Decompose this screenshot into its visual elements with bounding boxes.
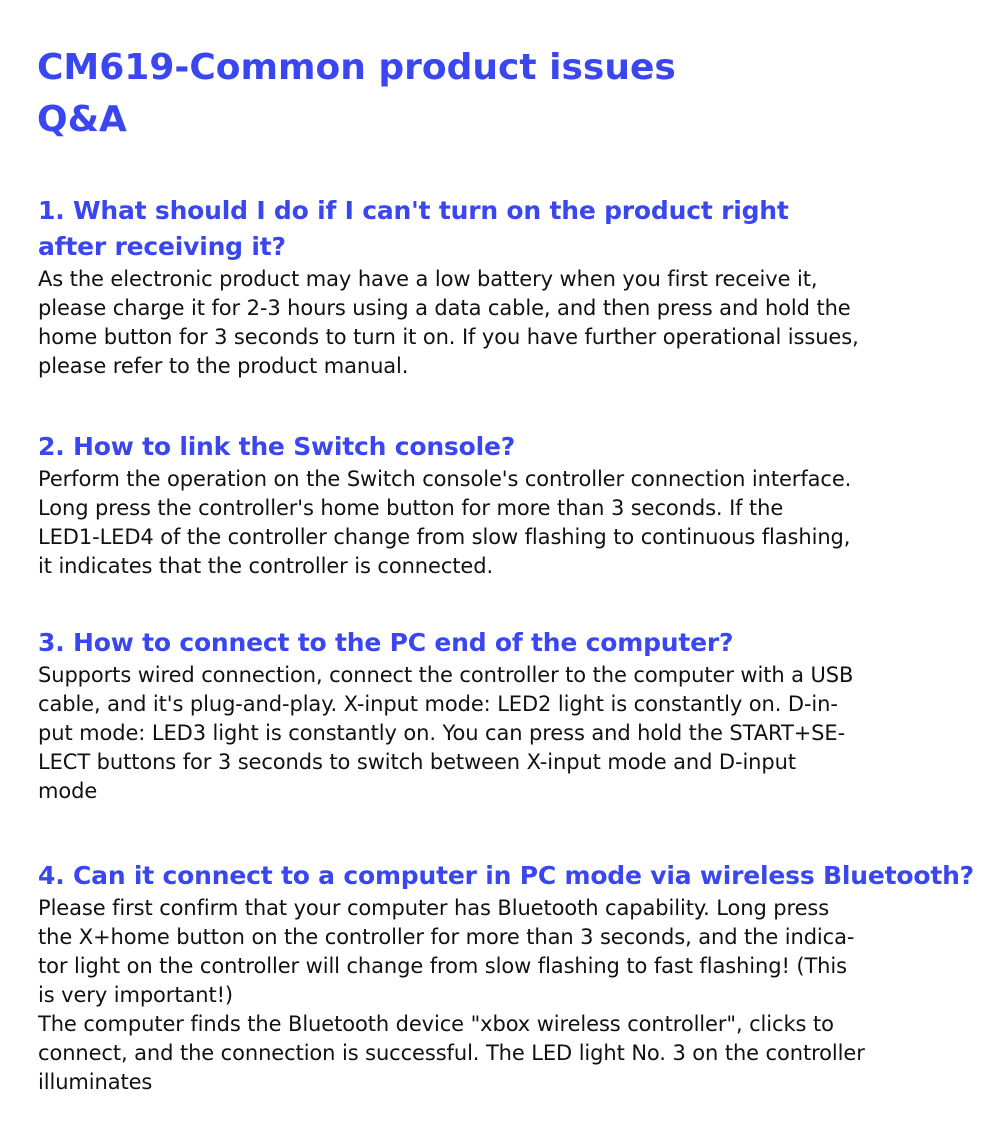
faq-answer-line: Perform the operation on the Switch console's controller connection interface.: [38, 467, 852, 491]
faq-question: [38, 193, 978, 265]
faq-answer: [38, 465, 978, 581]
faq-item: [38, 429, 978, 581]
faq-question-line: 3. How to connect to the PC end of the computer?: [38, 628, 734, 657]
faq-answer-line: cable, and it's plug-and-play. X-input mode: LED2 light is constantly on. D-in-: [38, 692, 838, 716]
faq-answer: [38, 661, 978, 806]
faq-question: [38, 625, 978, 661]
faq-question-line: 4. Can it connect to a computer in PC mode via wireless Bluetooth?: [38, 861, 974, 890]
faq-question-line: 1. What should I do if I can't turn on the product right: [38, 196, 789, 225]
faq-answer-line: tor light on the controller will change from slow flashing to fast flashing! (This: [38, 954, 847, 978]
faq-answer-line: Please first confirm that your computer has Bluetooth capability. Long press: [38, 896, 830, 920]
faq-answer-line: As the electronic product may have a low battery when you first receive it,: [38, 267, 818, 291]
faq-question-line: after receiving it?: [38, 232, 286, 261]
faq-answer: [38, 894, 978, 1097]
faq-answer-line: please refer to the product manual.: [38, 354, 409, 378]
faq-answer-line: Supports wired connection, connect the controller to the computer with a USB: [38, 663, 854, 687]
faq-answer-line: is very important!): [38, 983, 233, 1007]
faq-question: [38, 429, 978, 465]
faq-item: [38, 858, 978, 1097]
faq-answer-line: illuminates: [38, 1070, 153, 1094]
faq-answer-line: mode: [38, 779, 98, 803]
faq-answer-line: please charge it for 2-3 hours using a data cable, and then press and hold the: [38, 296, 851, 320]
page-title-line: CM619-Common product issues: [37, 47, 676, 88]
faq-answer-line: it indicates that the controller is connected.: [38, 554, 494, 578]
page-title: [37, 42, 937, 146]
faq-answer: [38, 265, 978, 381]
faq-answer-line: connect, and the connection is successful. The LED light No. 3 on the controller: [38, 1041, 865, 1065]
faq-answer-line: the X+home button on the controller for more than 3 seconds, and the indica-: [38, 925, 855, 949]
faq-answer-line: Long press the controller's home button for more than 3 seconds. If the: [38, 496, 784, 520]
faq-question-line: 2. How to link the Switch console?: [38, 432, 516, 461]
faq-answer-line: LED1-LED4 of the controller change from slow flashing to continuous flashing,: [38, 525, 851, 549]
faq-answer-line: LECT buttons for 3 seconds to switch between X-input mode and D-input: [38, 750, 796, 774]
faq-answer-line: put mode: LED3 light is constantly on. You can press and hold the START+SE-: [38, 721, 846, 745]
faq-answer-line: home button for 3 seconds to turn it on. If you have further operational issues,: [38, 325, 859, 349]
faq-item: [38, 625, 978, 806]
page-title-line: Q&A: [37, 99, 127, 140]
faq-question: [38, 858, 978, 894]
faq-item: [38, 193, 978, 381]
faq-answer-line: The computer finds the Bluetooth device "xbox wireless controller", clicks to: [38, 1012, 834, 1036]
